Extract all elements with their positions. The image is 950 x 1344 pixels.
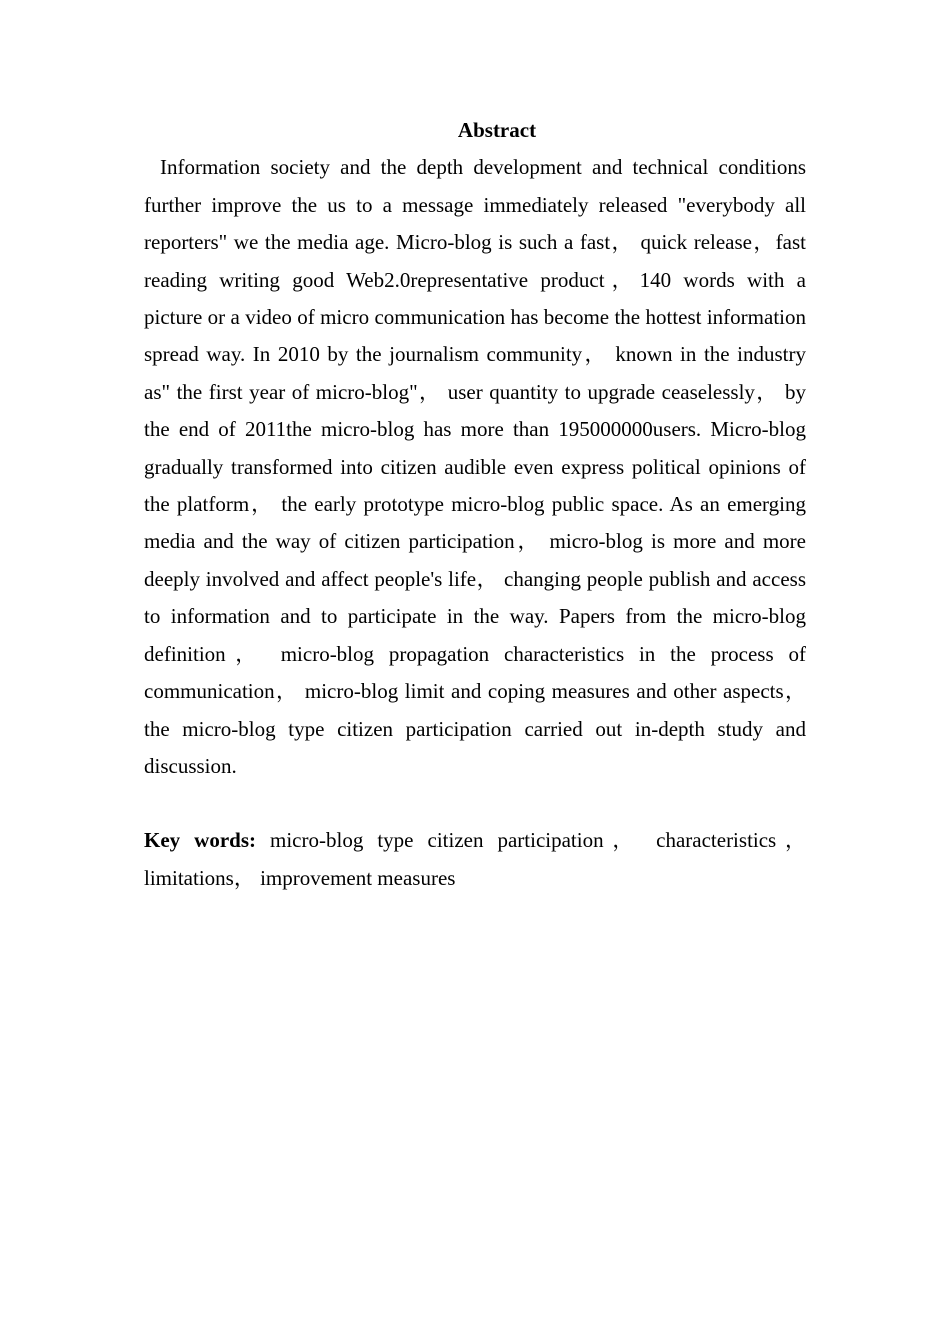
abstract-section — [144, 112, 806, 897]
keywords-label: Key words: — [144, 828, 256, 853]
abstract-body: Information society and the depth development and technical conditions further improve the us to a message immediately released "everybody all reporters" we the media age. Micro-blog is such a fast， quick release，fast reading writing good Web2.0representative product，140 words with a picture or a video of micro communication has become the hottest information spread way. In 2010 by the journalism community， known in the industry as" the first year of micro-blog"， user quantity to upgrade ceaselessly， by the end of 2011the micro-blog has more than 195000000users. Micro-blog gradually transformed into citizen audible even express political opinions of the platform， the early prototype micro-blog public space. As an emerging media and the way of citizen participation， micro-blog is more and more deeply involved and affect people's life， changing people publish and access to information and to participate in the way. Papers from the micro-blog definition， micro-blog propagation characteristics in the process of communication， micro-blog limit and coping measures and other aspects， the micro-blog type citizen participation carried out in-depth study and discussion. — [144, 155, 806, 778]
abstract-title: Abstract — [457, 118, 537, 142]
keywords-text: micro-blog type citizen participation， characteristics，limitations， improvement measures — [144, 828, 806, 890]
keywords-line — [144, 822, 806, 897]
